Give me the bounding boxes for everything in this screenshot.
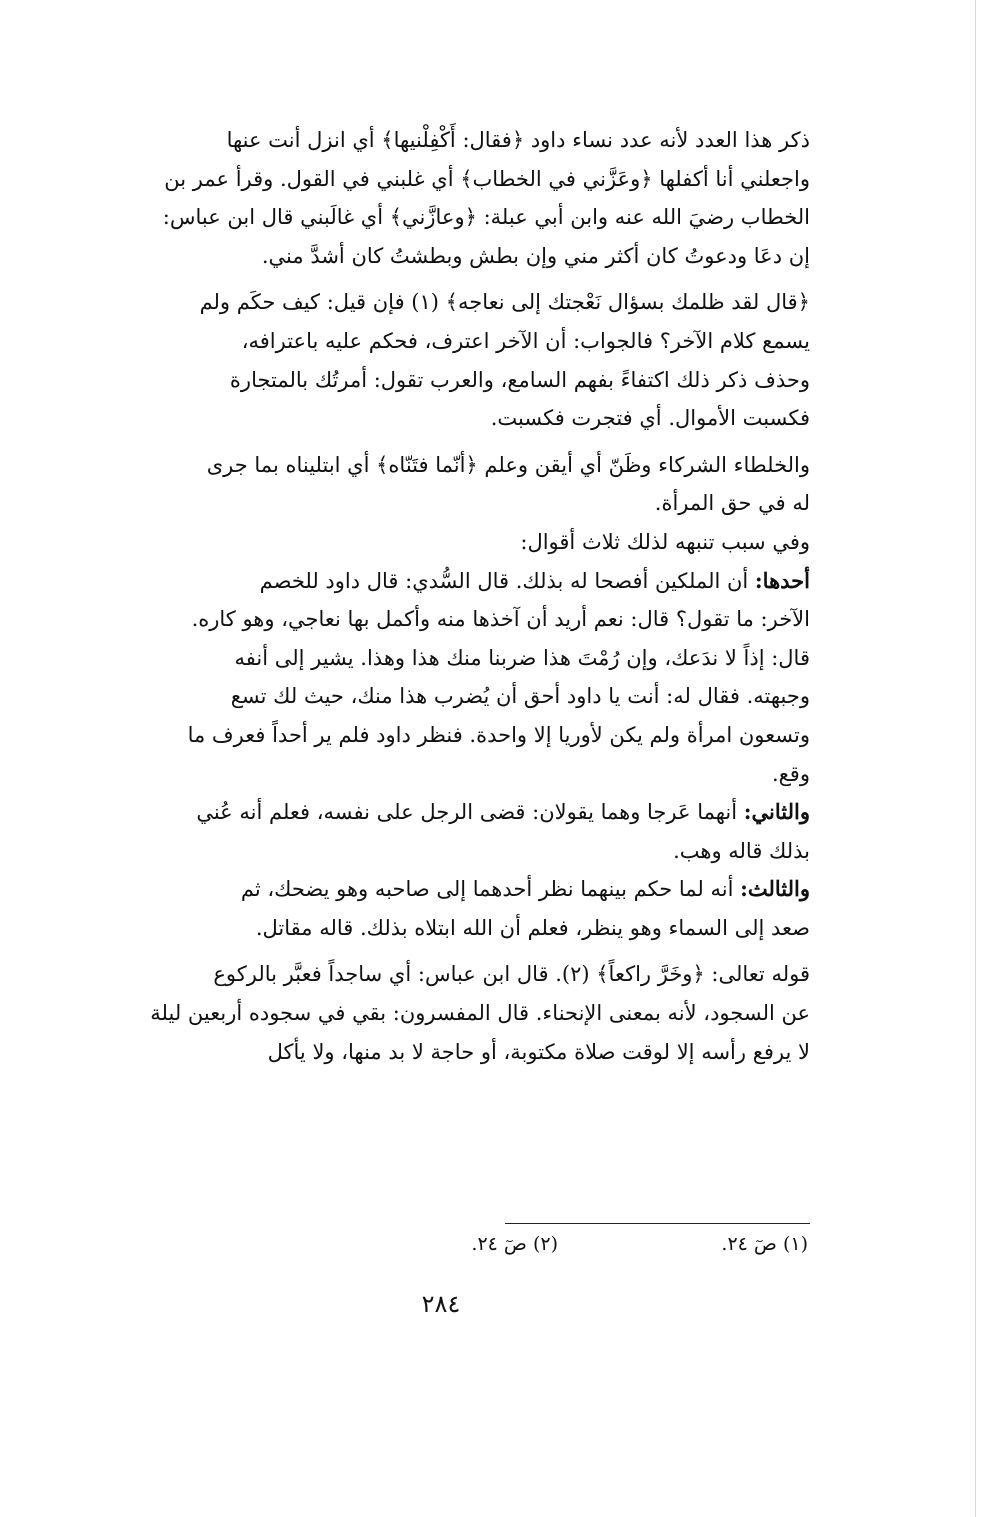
paragraph-lead: أحدها: — [754, 567, 810, 593]
text-line: الآخر: ما تقول؟ قال: نعم أريد أن آخذها منه وأكمل بها نعاجي، وهو كاره. — [191, 607, 810, 632]
main-text — [108, 121, 810, 1071]
text-line: ﴿قال لقد ظلمك بسؤال نَعْجتك إلى نعاجه﴾ (١) فإن قيل: كيف حكَم ولم — [199, 290, 810, 315]
paragraph-lead: والثالث: — [740, 876, 810, 902]
paragraph-1 — [108, 121, 810, 275]
paragraph-7 — [108, 870, 810, 947]
footnote-1: (١) صٓ ٢٤. — [721, 1233, 808, 1255]
text-line: وجبهته. فقال له: أنت يا داود أحق أن يُضرب هذا منك، حيث لك تسع — [230, 684, 810, 709]
text-line: له في حق المرأة. — [654, 491, 810, 516]
paragraph-6 — [108, 793, 810, 870]
page-number: ٢٨٤ — [421, 1290, 461, 1318]
text-line: الخطاب رضيَ الله عنه وابن أبي عبلة: ﴿وعازَّني﴾ أي غالَبني قال ابن عباس: — [162, 205, 810, 230]
text-line: صعد إلى السماء وهو ينظر، فعلم أن الله ابتلاه بذلك. قاله مقاتل. — [255, 915, 810, 940]
text-line: وقع. — [771, 761, 810, 786]
text-line: يسمع كلام الآخر؟ فالجواب: أن الآخر اعترف، فحكم عليه باعترافه، — [241, 328, 810, 353]
text-line: فكسبت الأموال. أي فتجرت فكسبت. — [490, 406, 810, 431]
text-line: قوله تعالى: ﴿وخَرَّ راكعاً﴾ (٢). قال ابن عباس: أي ساجداً فعبَّر بالركوع — [213, 962, 810, 987]
text-line: أنهما عَرجا وهما يقولان: قضى الرجل على نفسه، فعلم أنه عُني — [196, 800, 744, 825]
footnote-separator — [505, 1223, 810, 1224]
paragraph-5 — [108, 562, 810, 794]
text-line: واجعلني أنا أكفلها ﴿وعَزَّني في الخطاب﴾ أي غلبني في القول. وقرأ عمر بن — [164, 166, 810, 191]
footnotes — [330, 1233, 808, 1261]
text-line: قال: إذاً لا ندَعك، وإن رُمْتَ هذا ضربنا منك هذا وهذا. يشير إلى أنفه — [234, 645, 810, 670]
paragraph-3 — [108, 446, 810, 523]
text-line: ذكر هذا العدد لأنه عدد نساء داود ﴿فقال: أَكْفِلْنيها﴾ أي انزل أنت عنها — [226, 128, 810, 152]
paragraph-lead: والثاني: — [743, 799, 810, 825]
footnote-2: (٢) صٓ ٢٤. — [471, 1233, 558, 1255]
text-line: إن دعَا ودعوتُ كان أكثر مني وإن بطش وبطشتُ كان أشدَّ مني. — [261, 243, 810, 268]
text-line: وفي سبب تنبهه لذلك ثلاث أقوال: — [520, 529, 810, 554]
paragraph-8 — [108, 955, 810, 1071]
text-line: أنه لما حكم بينهما نظر أحدهما إلى صاحبه وهو يضحك، ثم — [240, 877, 741, 902]
text-line: عن السجود، لأنه بمعنى الإنحناء. قال المفسرون: بقي في سجوده أربعين ليلة — [150, 1001, 810, 1026]
paragraph-4 — [108, 523, 810, 562]
text-line: وحذف ذكر ذلك اكتفاءً بفهم السامع، والعرب تقول: أمرتُك بالمتجارة — [229, 367, 810, 392]
text-line: والخلطاء الشركاء وظَنّ أي أيقن وعلم ﴿أنّما فتَنّاه﴾ أي ابتليناه بما جرى — [206, 452, 810, 477]
paragraph-2 — [108, 283, 810, 437]
page-edge-line — [975, 0, 976, 1517]
text-line: أن الملكين أفصحا له بذلك. قال السُّدي: قال داود للخصم — [259, 568, 755, 593]
text-line: لا يرفع رأسه إلا لوقت صلاة مكتوبة، أو حاجة لا بد منها، ولا يأكل — [267, 1039, 810, 1064]
text-line: بذلك قاله وهب. — [673, 838, 810, 863]
text-line: وتسعون امرأة ولم يكن لأوريا إلا واحدة. فنظر داود فلم ير أحداً فعرف ما — [187, 722, 810, 747]
